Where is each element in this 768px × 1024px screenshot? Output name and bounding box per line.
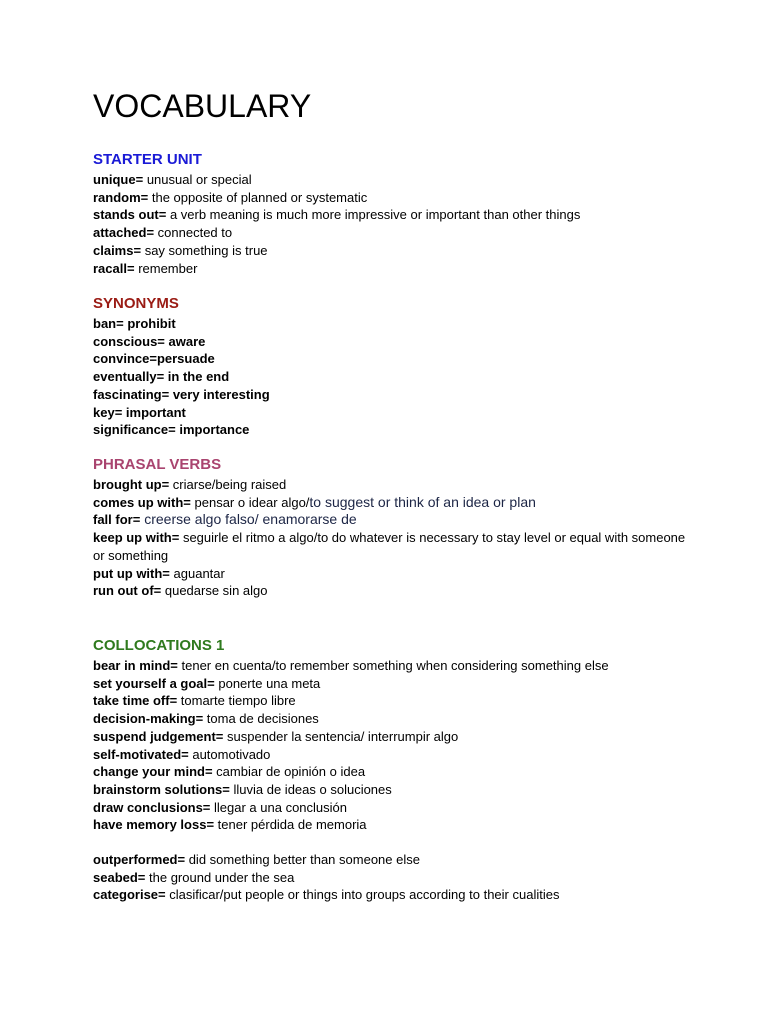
- entry-term: random=: [93, 189, 149, 205]
- entry-definition: say something is true: [141, 242, 268, 258]
- entry-list: [93, 171, 693, 277]
- vocab-entry: [93, 333, 693, 351]
- vocab-entry: [93, 476, 693, 494]
- entry-term: categorise=: [93, 887, 166, 903]
- vocab-entry: [93, 886, 693, 904]
- entry-definition: tomarte tiempo libre: [177, 693, 296, 709]
- vocab-entry: [93, 728, 693, 746]
- entry-definition: a verb meaning is much more impressive or important than other things: [166, 207, 581, 223]
- entry-definition: ponerte una meta: [214, 675, 321, 691]
- entry-definition: cambiar de opinión o idea: [212, 764, 366, 780]
- entry-term: take time off=: [93, 693, 178, 709]
- entry-term: comes up with=: [93, 494, 191, 510]
- entry-definition: llegar a una conclusión: [210, 799, 347, 815]
- vocab-entry: [93, 494, 693, 512]
- entry-definition: criarse/being raised: [169, 477, 287, 492]
- entry-list: [93, 851, 693, 904]
- vocab-entry: [93, 851, 693, 869]
- entry-definition: the opposite of planned or systematic: [148, 189, 368, 205]
- vocab-entry: [93, 386, 693, 404]
- vocab-entry: [93, 565, 693, 583]
- entry-definition: toma de decisiones: [203, 711, 319, 727]
- entry-term: racall=: [93, 260, 135, 276]
- entry-definition: did something better than someone else: [185, 852, 420, 867]
- entry-term: brainstorm solutions=: [93, 781, 230, 797]
- entry-definition: aguantar: [169, 565, 225, 581]
- entry-definition: automotivado: [188, 746, 271, 762]
- vocab-entry: [93, 189, 693, 207]
- vocab-entry: [93, 206, 693, 224]
- entry-list: [93, 476, 693, 600]
- vocab-entry: [93, 746, 693, 764]
- entry-definition: pensar o idear algo/: [190, 494, 310, 510]
- entry-definition: remember: [134, 260, 198, 276]
- entry-term: bear in mind=: [93, 658, 178, 673]
- vocab-entry: [93, 781, 693, 799]
- entry-list: [93, 315, 693, 439]
- vocab-entry: [93, 869, 693, 887]
- entry-definition: tener en cuenta/to remember something when considering something else: [177, 658, 609, 673]
- section-heading: SYNONYMS: [93, 295, 179, 312]
- entry-term: stands out=: [93, 207, 167, 223]
- vocab-entry: [93, 242, 693, 260]
- entry-term: run out of=: [93, 583, 162, 599]
- section-collocations: [93, 636, 693, 834]
- entry-term: outperformed=: [93, 852, 186, 867]
- section-extra-vocabulary: [93, 851, 693, 904]
- entry-term: decision-making=: [93, 711, 204, 727]
- vocab-entry: [93, 368, 693, 386]
- vocab-entry: [93, 799, 693, 817]
- vocab-entry: [93, 224, 693, 242]
- vocab-entry: [93, 692, 693, 710]
- vocab-entry: [93, 816, 693, 834]
- entry-text: convince=persuade: [93, 351, 215, 367]
- vocab-entry: [93, 315, 693, 333]
- entry-term: keep up with=: [93, 530, 180, 546]
- entry-definition-alt: creerse algo falso/ enamorarse de: [140, 511, 357, 528]
- entry-list: [93, 657, 693, 834]
- vocab-entry: [93, 404, 693, 422]
- entry-text: significance= importance: [93, 422, 250, 438]
- entry-text: key= important: [93, 404, 186, 420]
- entry-term: seabed=: [93, 869, 146, 885]
- entry-definition: quedarse sin algo: [161, 583, 268, 599]
- entry-term: have memory loss=: [93, 817, 215, 833]
- vocab-entry: [93, 260, 693, 278]
- vocab-entry: [93, 582, 693, 600]
- section-starter-unit: [93, 150, 693, 277]
- section-synonyms: [93, 294, 693, 439]
- entry-text: ban= prohibit: [93, 316, 176, 331]
- entry-term: unique=: [93, 172, 144, 187]
- entry-term: suspend judgement=: [93, 728, 224, 744]
- entry-term: attached=: [93, 225, 155, 241]
- entry-text: eventually= in the end: [93, 369, 230, 385]
- entry-term: put up with=: [93, 565, 170, 581]
- entry-text: fascinating= very interesting: [93, 386, 270, 402]
- vocab-entry: [93, 710, 693, 728]
- entry-definition: seguirle el ritmo a algo/to do whatever is necessary to stay level or equal with someone or something: [93, 530, 686, 563]
- vocab-entry: [93, 421, 693, 439]
- section-heading: COLLOCATIONS 1: [93, 637, 225, 654]
- entry-definition: the ground under the sea: [145, 869, 295, 885]
- page-title: VOCABULARY: [93, 88, 312, 124]
- vocab-entry: [93, 675, 693, 693]
- vocab-entry: [93, 657, 693, 675]
- vocab-entry: [93, 529, 693, 564]
- vocab-entry: [93, 763, 693, 781]
- section-phrasal-verbs: [93, 455, 693, 600]
- entry-definition: unusual or special: [143, 172, 252, 187]
- section-heading: STARTER UNIT: [93, 151, 202, 168]
- vocab-entry: [93, 511, 693, 529]
- entry-term: set yourself a goal=: [93, 675, 215, 691]
- entry-term: change your mind=: [93, 764, 213, 780]
- section-heading: PHRASAL VERBS: [93, 456, 222, 473]
- entry-definition: connected to: [154, 225, 233, 241]
- entry-term: self-motivated=: [93, 746, 189, 762]
- entry-definition: tener pérdida de memoria: [214, 817, 367, 833]
- entry-definition: lluvia de ideas o soluciones: [229, 781, 392, 797]
- entry-term: fall for=: [93, 512, 141, 528]
- entry-text: conscious= aware: [93, 333, 206, 349]
- vocab-entry: [93, 350, 693, 368]
- entry-term: draw conclusions=: [93, 799, 211, 815]
- entry-definition-alt: to suggest or think of an idea or plan: [309, 493, 536, 510]
- entry-term: brought up=: [93, 477, 170, 492]
- entry-definition: suspender la sentencia/ interrumpir algo: [223, 728, 459, 744]
- entry-definition: clasificar/put people or things into groups according to their cualities: [165, 887, 560, 903]
- entry-term: claims=: [93, 242, 142, 258]
- vocab-entry: [93, 171, 693, 189]
